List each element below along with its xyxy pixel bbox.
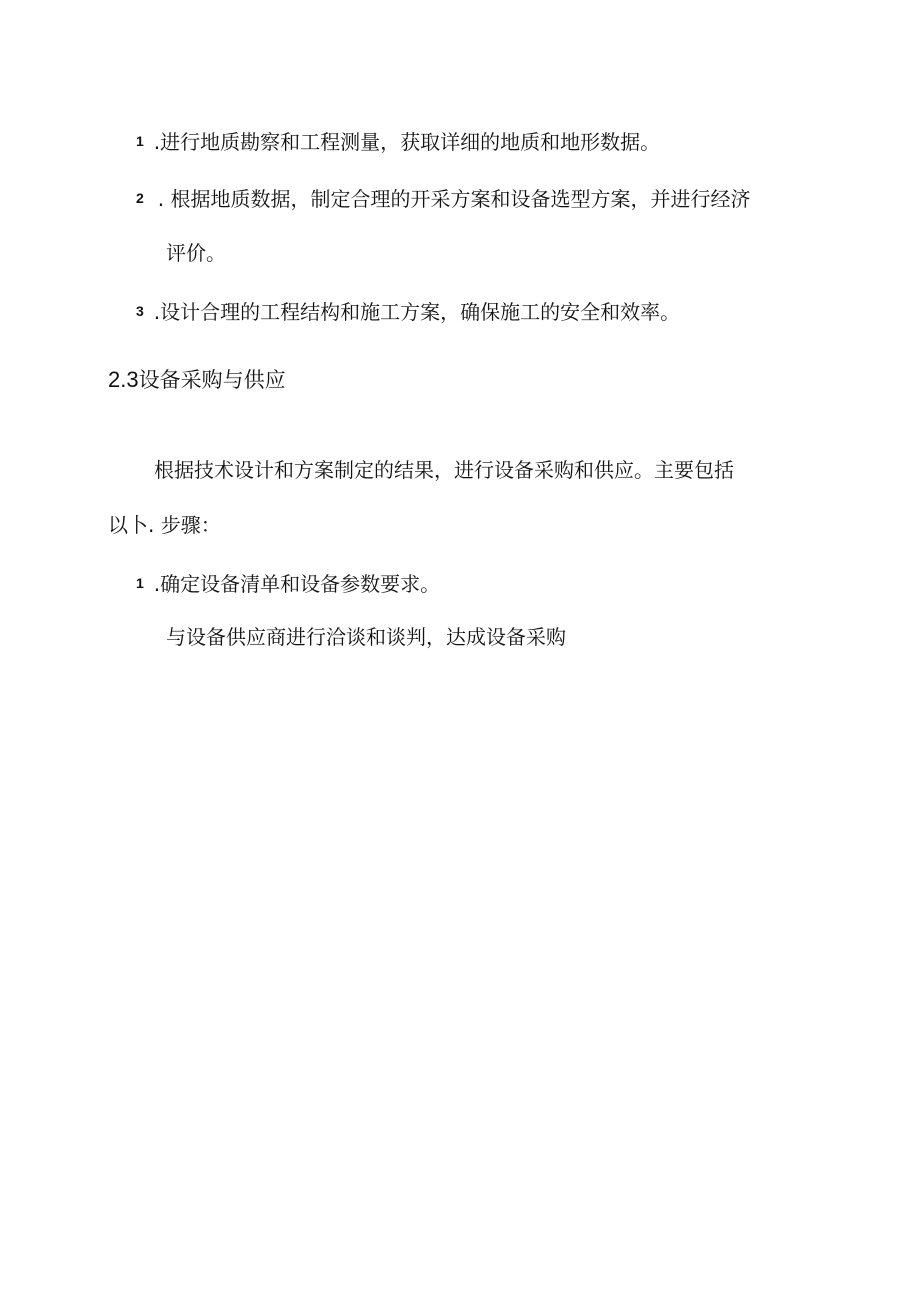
- paragraph-line: 根据技术设计和方案制定的结果，进行设备采购和供应。主要包括: [154, 458, 734, 482]
- list-text: .设计合理的工程结构和施工方案，确保施工的安全和效率。: [153, 299, 681, 324]
- list-number: 1: [136, 132, 144, 149]
- list-text: .确定设备清单和设备参数要求。: [153, 571, 441, 596]
- list-item: [136, 300, 680, 322]
- list-item: [136, 130, 660, 152]
- trailing-text: 与设备供应商进行洽谈和谈判，达成设备采购: [166, 625, 566, 649]
- list-number: 1: [136, 574, 144, 591]
- list-text: . 根据地质数据，制定合理的开采方案和设备选型方案，并进行经济: [157, 186, 751, 211]
- list-text: .进行地质勘察和工程测量，获取详细的地质和地形数据。: [153, 129, 661, 154]
- paragraph-line: 以卜. 步骤：: [108, 513, 221, 537]
- list-item-continuation: 评价。: [166, 241, 226, 265]
- section-title: 设备采购与供应: [138, 368, 286, 392]
- list-item: [136, 572, 440, 594]
- list-item: [136, 187, 751, 209]
- list-number: 3: [136, 302, 144, 319]
- section-heading: [108, 369, 286, 391]
- section-number: 2.3: [108, 367, 139, 392]
- list-number: 2: [136, 189, 144, 206]
